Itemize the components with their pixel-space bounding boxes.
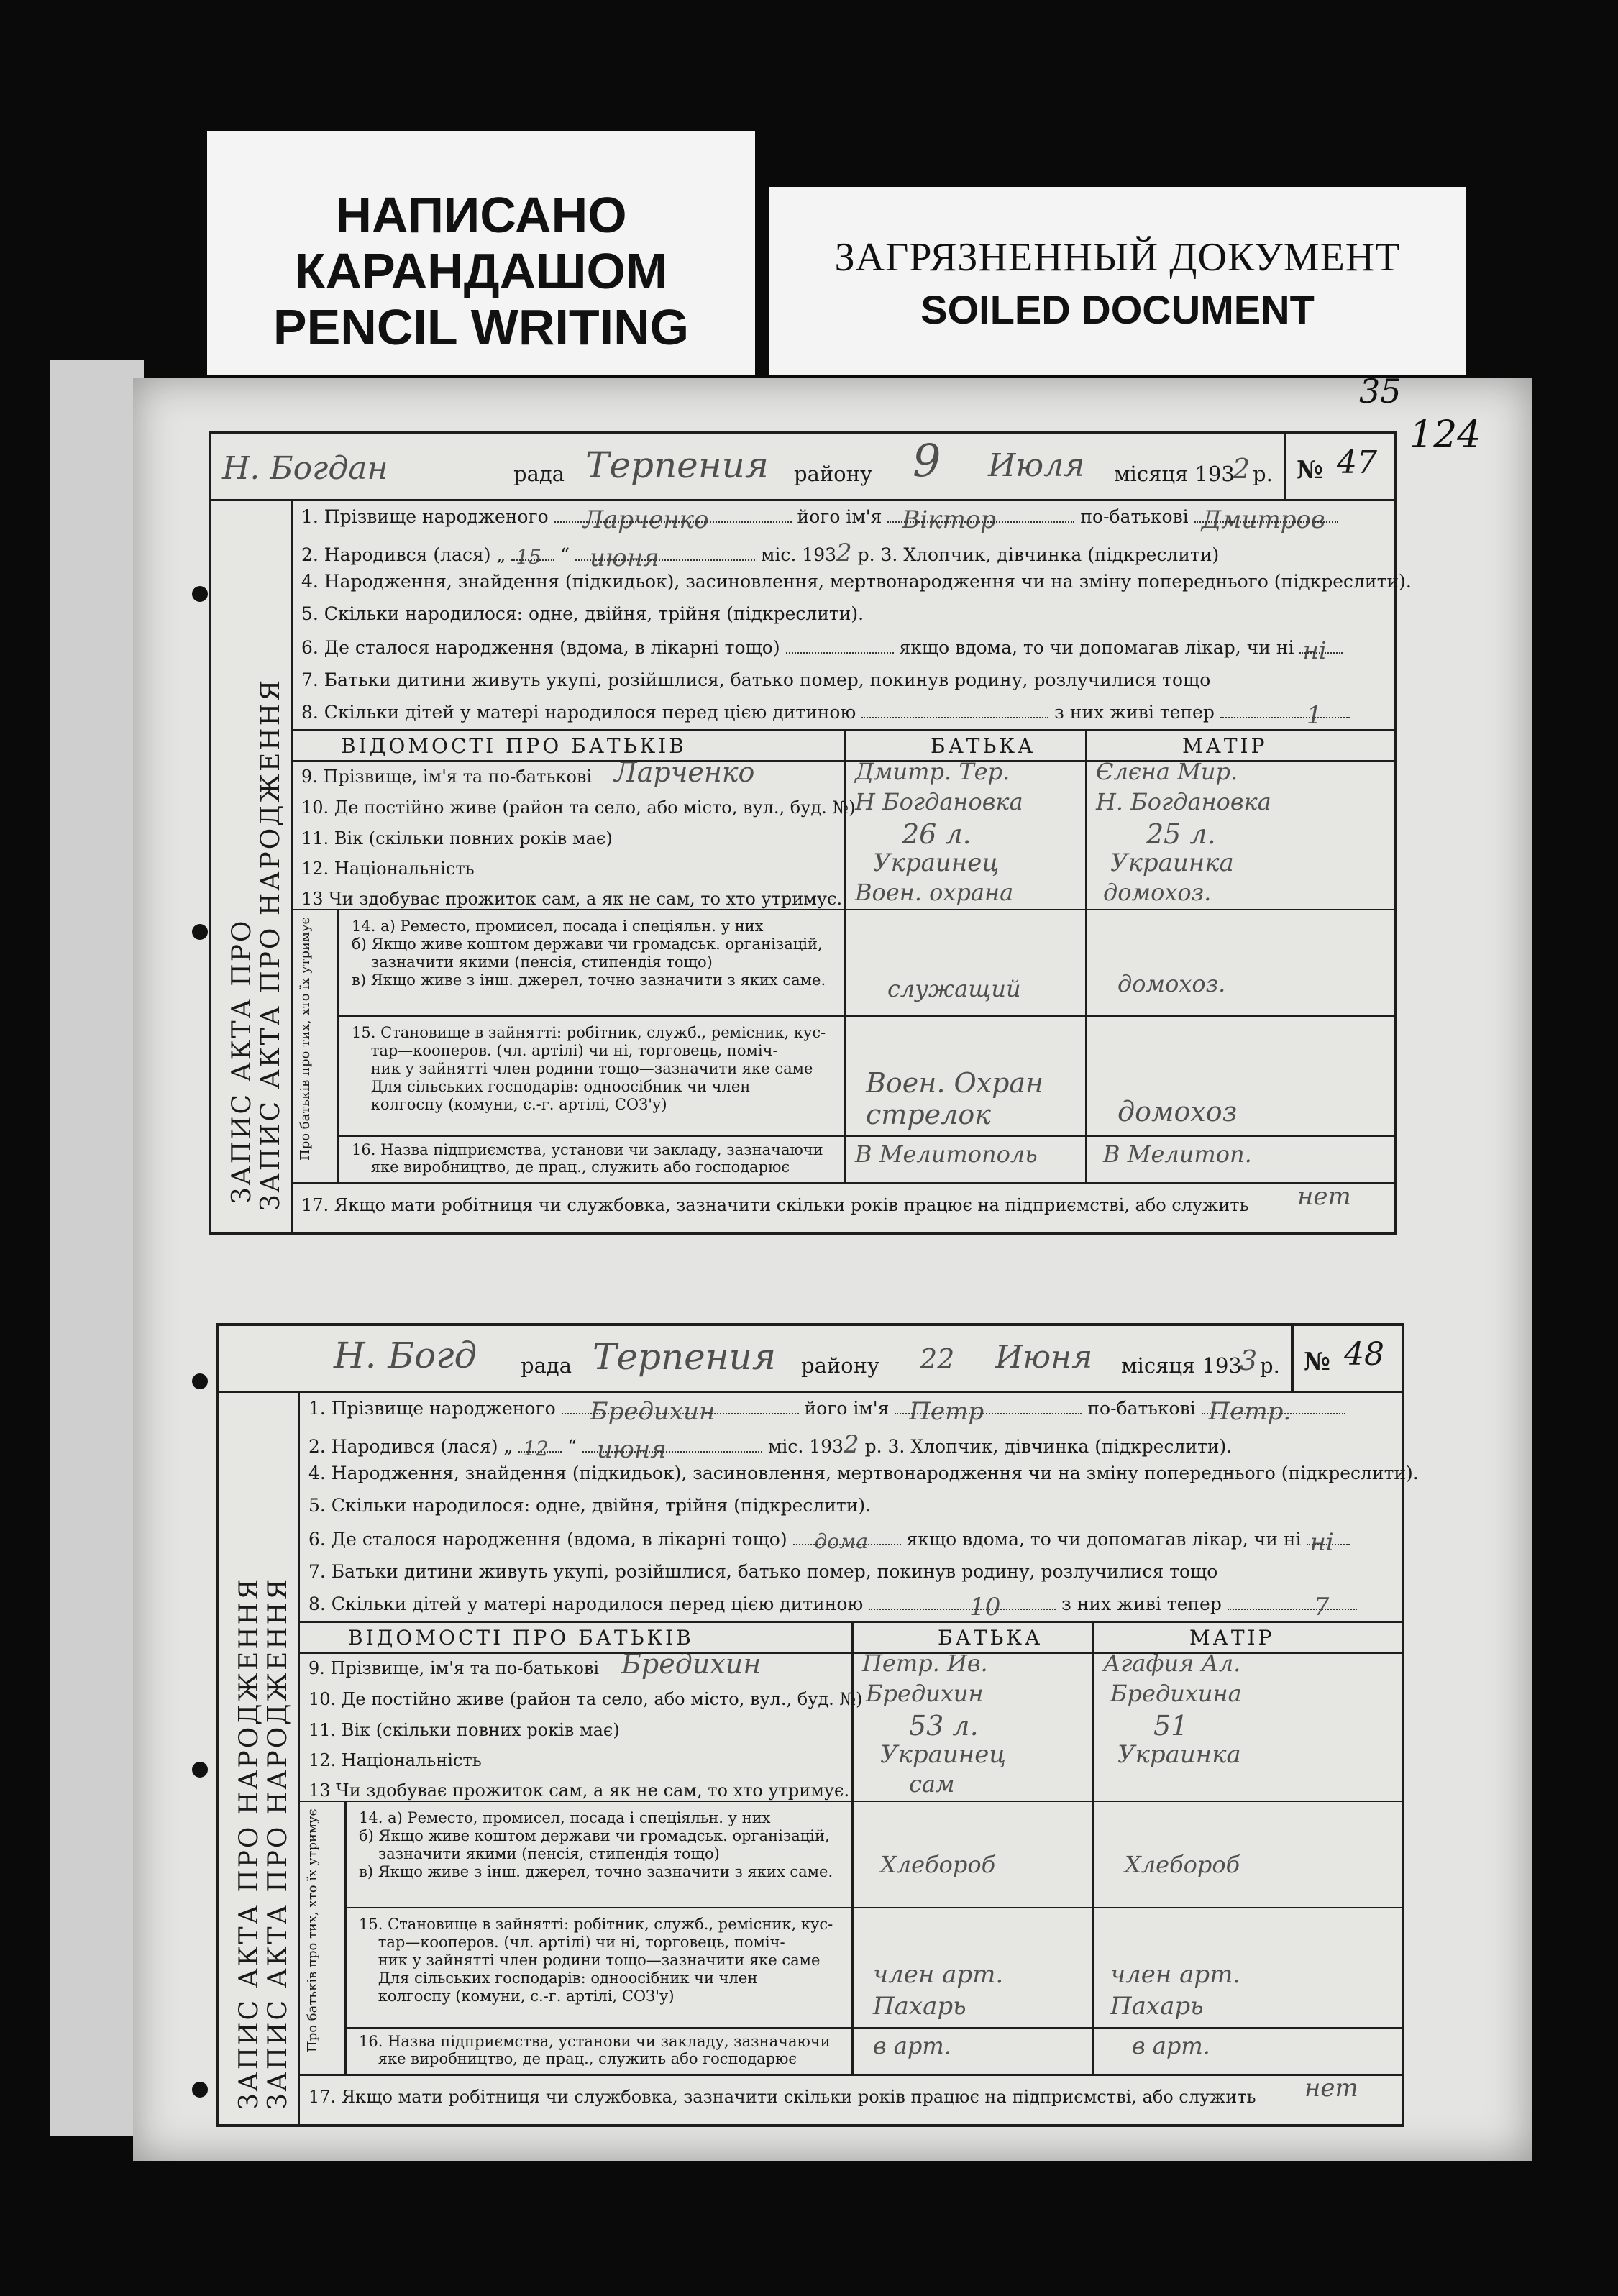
parents-surname-value: Бредихин (621, 1648, 762, 1680)
row-mid: з них живі тепер (1054, 702, 1215, 723)
number-label: № (1297, 456, 1323, 485)
mother-residence: Н. Богдановка (1096, 788, 1271, 815)
row-1 (308, 1397, 1345, 1426)
living-children-value: 7 (1313, 1593, 1330, 1622)
row-5 (301, 603, 864, 624)
row-mid: його ім'я (804, 1398, 890, 1419)
month-value: Июня (995, 1339, 1093, 1376)
row-end: р. 3. Хлопчик, дівчинка (підкреслити) (857, 544, 1220, 565)
father-nationality: Украинец (880, 1740, 1007, 1769)
binding-hole (192, 1373, 208, 1389)
father-workplace: в арт. (873, 2032, 951, 2059)
birth-record-48 (216, 1323, 1419, 2127)
mother-years-worked: нет (1304, 2074, 1358, 2103)
month-value: Июля (988, 447, 1085, 484)
mother-nationality: Украинка (1117, 1740, 1241, 1769)
binding-hole (192, 1762, 208, 1778)
father-occupation: служащий (887, 975, 1021, 1002)
row-tail: міс. 193 (767, 1436, 844, 1457)
row-divider (291, 1182, 1394, 1184)
parents-row-9-label: 9. Прізвище, ім'я та по-батькові (301, 767, 593, 787)
parents-heading: ВІДОМОСТІ ПРО БАТЬКІВ (341, 734, 687, 758)
page-number-top: 35 (1359, 372, 1402, 411)
side-title (211, 499, 293, 1232)
raion-label: району (801, 1353, 880, 1378)
father-support: сам (909, 1770, 955, 1798)
back-page-edge (50, 360, 144, 2136)
father-age: 53 л. (909, 1710, 979, 1742)
mother-age: 25 л. (1146, 818, 1216, 850)
row-label: 4. Народження, знайдення (підкидьок), засиновлення, мертвонародження чи на зміну попереднього (підкреслити). (301, 571, 1412, 592)
mother-heading: МАТІР (1182, 734, 1268, 758)
mother-name: Єлєна Мир. (1096, 758, 1238, 785)
father-residence: Бредихин (866, 1680, 984, 1707)
parents-row-13-label: 13 Чи здобуває прожиток сам, а як не сам, то хто утримує. (301, 889, 843, 909)
living-children-value: 1 (1306, 701, 1322, 730)
row-6 (301, 636, 1343, 665)
row-label: 8. Скільки дітей у матері народилося перед цією дитиною (301, 702, 856, 723)
father-residence: Н Богдановка (855, 788, 1023, 815)
form-header (219, 1326, 1402, 1393)
row-label: 7. Батьки дитини живуть укупі, розійшлися, батько помер, покинув родину, розлучилися тощо (308, 1561, 1218, 1582)
soiled-document-label (769, 187, 1466, 375)
sheet-number: 124 (1409, 413, 1481, 457)
row-end: р. 3. Хлопчик, дівчинка (підкреслити). (864, 1436, 1233, 1457)
father-support: Воен. охрана (855, 879, 1014, 906)
parents-side-note: Про батьків про тих, хто їх утримує (298, 917, 313, 1161)
name-value: Петр (909, 1397, 984, 1426)
pencil-label-line2: КАРАНДАШОМ (294, 243, 668, 299)
row-label: 8. Скільки дітей у матері народилося перед цією дитиною (308, 1593, 864, 1614)
side-title-outer: ЗАПИС АКТА ПРО НАРОДЖЕННЯ (234, 1576, 264, 2110)
rada-label: рада (521, 1353, 572, 1378)
birth-place-value: дома (814, 1529, 869, 1553)
record-number: 47 (1337, 444, 1377, 481)
parents-row-11-label: 11. Вік (скільки повних років має) (308, 1720, 620, 1740)
parents-row-15-label: 15. Становище в зайнятті: робітник, служб., ремісник, кус- тар—кооперов. (чл. артілі) чи ні, торговець, поміч- ник у зайнятті член родини тощо—зазначити яке саме Для сільських господарів: одноосібник чи член колгоспу (комуни, с.-г. артілі, СОЗ'у) (359, 1916, 833, 2005)
row-label: 4. Народження, знайдення (підкидьок), засиновлення, мертвонародження чи на зміну попереднього (підкреслити). (308, 1463, 1419, 1483)
mother-occupation: Хлебороб (1125, 1851, 1240, 1878)
binding-hole (192, 924, 208, 940)
district-value: Терпения (585, 444, 769, 486)
record-number: 48 (1344, 1336, 1384, 1373)
father-age: 26 л. (902, 818, 972, 850)
year-suffix: р. (1253, 462, 1273, 486)
mother-position: домохоз (1117, 1096, 1238, 1128)
month-label: місяця 193 (1121, 1353, 1242, 1378)
row-2 (301, 539, 1220, 572)
birth-month-value: июня (597, 1435, 667, 1464)
mother-position: член арт. Пахарь (1110, 1960, 1241, 2021)
father-heading: БАТЬКА (931, 734, 1036, 758)
row-divider (291, 909, 1394, 910)
patronymic-value: Дмитров (1201, 506, 1325, 534)
row-5 (308, 1495, 871, 1516)
father-workplace: В Мелитополь (855, 1140, 1038, 1168)
mother-nationality: Украинка (1110, 849, 1234, 877)
father-position: член арт. Пахарь (873, 1960, 1004, 2021)
row-2 (308, 1430, 1233, 1464)
row-mid: якщо вдома, то чи допомагав лікар, чи ні (899, 637, 1294, 658)
children-before-value: 10 (969, 1593, 1001, 1622)
doctor-value: ні (1310, 1528, 1334, 1557)
side-title-inner: ЗАПИС АКТА ПРО НАРОДЖЕННЯ (256, 677, 285, 1211)
row-label: 1. Прізвище народженого (308, 1398, 556, 1419)
row-divider (337, 1135, 1394, 1137)
district-value: Терпения (593, 1336, 776, 1378)
parents-row-17-label: 17. Якщо мати робітниця чи службовка, зазначити скільки років працює на підприємстві, або служить (308, 2087, 1256, 2107)
day-value: 9 (913, 434, 941, 487)
row-tail: по-батькові (1080, 506, 1189, 527)
side-title (219, 1391, 300, 2124)
birth-month-value: июня (590, 544, 659, 572)
surname-value: Бредихин (590, 1397, 716, 1426)
pencil-label-line3: PENCIL WRITING (273, 299, 690, 355)
raion-label: району (794, 462, 873, 486)
row-7 (301, 669, 1210, 690)
parents-row-11-label: 11. Вік (скільки повних років має) (301, 828, 613, 849)
record-number-box (1291, 1323, 1402, 1393)
row-label: 6. Де сталося народження (вдома, в лікарні тощо) (308, 1529, 787, 1550)
birth-record-47 (209, 431, 1412, 1235)
column-divider (344, 1801, 347, 2074)
father-name: Петр. Ив. (862, 1650, 988, 1677)
father-nationality: Украинец (873, 849, 1000, 877)
mother-workplace: в арт. (1132, 2032, 1210, 2059)
soiled-label-en: SOILED DOCUMENT (920, 287, 1315, 332)
year-suffix: р. (1260, 1353, 1280, 1378)
row-mid: “ (567, 1436, 577, 1457)
parents-row-10-label: 10. Де постійно живе (район та село, або місто, вул., буд. №) (308, 1689, 863, 1709)
row-8 (308, 1593, 1357, 1622)
mother-support: домохоз. (1103, 879, 1212, 906)
mother-name: Агафия Ал. (1103, 1650, 1241, 1677)
row-1 (301, 506, 1338, 534)
row-label: 5. Скільки народилося: одне, двійня, трійня (підкреслити). (301, 603, 864, 624)
father-name: Дмитр. Тер. (855, 758, 1010, 785)
father-occupation: Хлебороб (880, 1851, 996, 1878)
birth-day-value: 12 (523, 1437, 549, 1460)
row-4 (308, 1463, 1419, 1483)
surname-value: Ларченко (582, 506, 709, 534)
side-title-inner: ЗАПИС АКТА ПРО НАРОДЖЕННЯ (263, 1576, 293, 2110)
mother-occupation: домохоз. (1117, 970, 1226, 997)
parents-row-15-label: 15. Становище в зайнятті: робітник, служб., ремісник, кус- тар—кооперов. (чл. артілі) чи ні, торговець, поміч- ник у зайнятті член родини тощо—зазначити яке саме Для сільських господарів: одноосібник чи член колгоспу (комуни, с.-г. артілі, СОЗ'у) (352, 1024, 826, 1113)
column-divider (1085, 729, 1087, 1182)
row-divider (298, 1801, 1402, 1802)
parents-heading: ВІДОМОСТІ ПРО БАТЬКІВ (348, 1626, 694, 1650)
binding-hole (192, 586, 208, 602)
parents-row-12-label: 12. Національність (301, 859, 475, 879)
parents-row-16-label: 16. Назва підприємства, установи чи закладу, зазначаючи яке виробництво, де прац., служить або господарює (359, 2033, 831, 2067)
mother-years-worked: нет (1297, 1182, 1351, 1211)
row-label: 2. Народився (лася) „ (308, 1436, 513, 1457)
parents-row-10-label: 10. Де постійно живе (район та село, або місто, вул., буд. №) (301, 797, 856, 818)
row-divider (298, 2074, 1402, 2076)
row-4 (301, 571, 1412, 592)
row-divider (337, 1015, 1394, 1017)
father-position: Воен. Охран стрелок (866, 1067, 1044, 1130)
birth-year-digit: 2 (836, 539, 852, 567)
mother-workplace: В Мелитоп. (1103, 1140, 1252, 1168)
patronymic-value: Петр. (1208, 1397, 1292, 1426)
side-title-outer: ЗАПИС АКТА ПРО (227, 918, 257, 1204)
day-value: 22 (920, 1343, 955, 1375)
parents-side-note: Про батьків про тих, хто їх утримує (305, 1808, 320, 2052)
parents-row-14-label: 14. а) Реместо, промисел, посада і спеціяльн. у них б) Якщо живе коштом держави чи громадськ. організацій, зазначити якими (пенсія, стипендія тощо) в) Якщо живе з інш. джерел, точно зазначити з яких саме. (352, 918, 826, 989)
mother-heading: МАТІР (1189, 1626, 1275, 1650)
record-number-box (1284, 431, 1394, 501)
village-value: Н. Богд (334, 1335, 477, 1376)
parents-row-14-label: 14. а) Реместо, промисел, посада і спеціяльн. у них б) Якщо живе коштом держави чи громадськ. організацій, зазначити якими (пенсія, стипендія тощо) в) Якщо живе з інш. джерел, точно зазначити з яких саме. (359, 1809, 833, 1880)
birth-year-digit: 2 (844, 1430, 859, 1459)
row-label: 2. Народився (лася) „ (301, 544, 506, 565)
row-mid: з них живі тепер (1061, 1593, 1222, 1614)
binding-hole (192, 2082, 208, 2098)
father-heading: БАТЬКА (938, 1626, 1043, 1650)
row-label: 1. Прізвище народженого (301, 506, 549, 527)
row-mid: його ім'я (797, 506, 882, 527)
parents-surname-value: Ларченко (614, 756, 755, 788)
column-divider (1092, 1621, 1094, 2074)
parents-row-17-label: 17. Якщо мати робітниця чи службовка, зазначити скільки років працює на підприємстві, або служить (301, 1195, 1249, 1215)
parents-row-16-label: 16. Назва підприємства, установи чи закладу, зазначаючи яке виробництво, де прац., служить або господарює (352, 1141, 823, 1176)
rada-label: рада (513, 462, 565, 486)
pencil-writing-label (207, 131, 755, 375)
row-label: 5. Скільки народилося: одне, двійня, трійня (підкреслити). (308, 1495, 872, 1516)
form-header (211, 434, 1394, 501)
soiled-label-ru: ЗАГРЯЗНЕННЫЙ ДОКУМЕНТ (834, 235, 1401, 280)
row-mid: якщо вдома, то чи допомагав лікар, чи ні (906, 1529, 1302, 1550)
name-value: Віктор (902, 506, 997, 534)
village-value: Н. Богдан (222, 450, 388, 487)
column-divider (337, 909, 339, 1182)
parents-row-9-label: 9. Прізвище, ім'я та по-батькові (308, 1658, 600, 1678)
row-divider (344, 2027, 1402, 2029)
row-tail: по-батькові (1087, 1398, 1196, 1419)
row-7 (308, 1561, 1217, 1582)
year-digit: 3 (1240, 1345, 1258, 1376)
birth-day-value: 15 (516, 545, 541, 569)
pencil-label-line1: НАПИСАНО (335, 187, 627, 243)
row-8 (301, 701, 1350, 730)
parents-row-13-label: 13 Чи здобуває прожиток сам, а як не сам, то хто утримує. (308, 1780, 850, 1801)
row-label: 6. Де сталося народження (вдома, в лікарні тощо) (301, 637, 780, 658)
row-tail: міс. 193 (760, 544, 837, 565)
row-divider (344, 1907, 1402, 1908)
mother-age: 51 (1153, 1710, 1189, 1742)
number-label: № (1304, 1348, 1330, 1376)
row-mid: “ (560, 544, 570, 565)
row-6 (308, 1528, 1350, 1557)
row-label: 7. Батьки дитини живуть укупі, розійшлися, батько помер, покинув родину, розлучилися тощо (301, 669, 1211, 690)
parents-row-12-label: 12. Національність (308, 1750, 482, 1770)
year-digit: 2 (1233, 453, 1251, 485)
doctor-value: ні (1302, 636, 1327, 665)
month-label: місяця 193 (1114, 462, 1235, 486)
mother-residence: Бредихина (1110, 1680, 1242, 1707)
